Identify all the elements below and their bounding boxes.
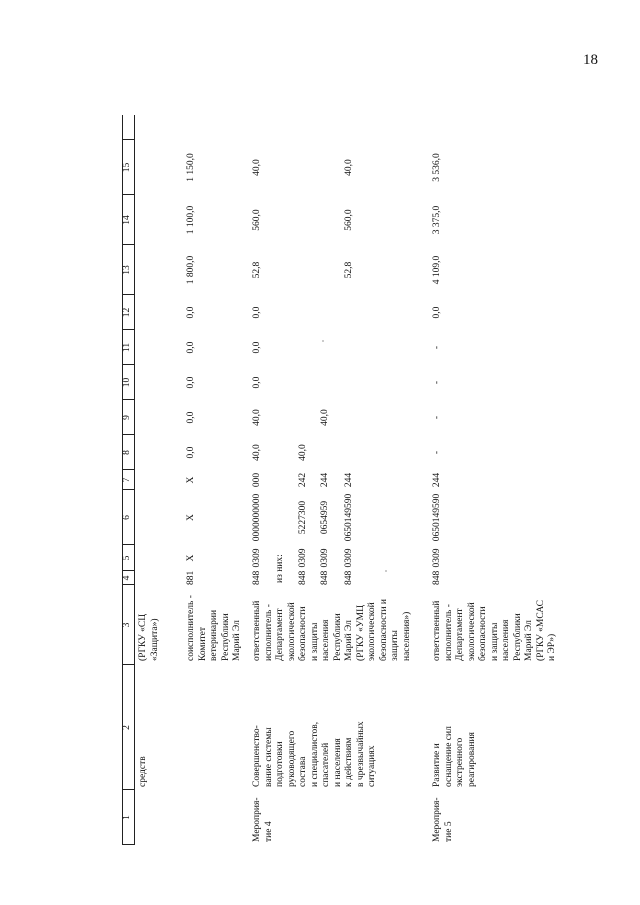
cell-value: 52,8 [344, 261, 354, 279]
cell-value: 1 150,0 [186, 153, 196, 182]
cell-rzpr: X [186, 554, 196, 562]
col-header: 13 [122, 265, 132, 275]
cell-value: 0,0 [186, 306, 196, 319]
cell-value: 0,0 [186, 341, 196, 354]
cell-name: Развитие и оснащение сил экстренного реагирования [432, 726, 477, 787]
cell-csr: X [186, 514, 196, 521]
col-header: 14 [122, 215, 132, 225]
cell-value: - [432, 415, 442, 420]
cell-event-number: Мероприя- тие 4 [252, 797, 274, 842]
cell-csr: 0650149590 [344, 493, 354, 542]
cell-grbs: 881 [186, 570, 196, 585]
cell-event-number: Мероприя- тие 5 [432, 797, 454, 842]
cell-csr: 0654959 [320, 500, 330, 535]
cell-value: 560,0 [344, 209, 354, 231]
cell-value: 40,0 [320, 409, 330, 426]
cell-rzpr: 0309 [344, 548, 354, 568]
col-header: 11 [122, 342, 132, 353]
cell-value: - [432, 345, 442, 350]
cell-value: 3 375,0 [432, 205, 442, 235]
budget-table [122, 115, 640, 845]
col-header: 6 [122, 515, 132, 520]
cell-value: 560,0 [252, 209, 262, 231]
cell-executor: ответственный исполнитель - Департамент экологической безопасности и защиты населения Республики Марий Эл (РГКУ «УМЦ экологической безопасности и защиты населения») [252, 599, 412, 661]
cell-rzpr: 0309 [252, 548, 262, 568]
cell-value: 0,0 [186, 376, 196, 389]
col-header: 2 [122, 725, 132, 730]
cell-name: средств [138, 756, 148, 787]
col-header: 5 [122, 555, 132, 561]
cell-csr: 0650149590 [432, 493, 442, 542]
cell-value: 0,0 [252, 341, 262, 354]
cell-executor: ответственный исполнитель - Департамент экологической безопасности и защиты населения Республики Марий Эл (РГКУ «МСАС и ЭР») [432, 600, 557, 661]
cell-of-them: из них: [275, 554, 285, 583]
scan-speck [385, 570, 387, 572]
cell-value: 0,0 [432, 306, 442, 319]
cell-vr: X [186, 476, 196, 484]
header-bottom-border [134, 115, 135, 845]
col-header: 8 [122, 450, 132, 455]
cell-value: - [432, 380, 442, 385]
cell-executor: соисполнитель - Комитет ветеринарии Республики Марий Эл [186, 595, 242, 661]
cell-rzpr: 0309 [432, 548, 442, 568]
cell-vr: 244 [344, 472, 354, 488]
col-header: 3 [122, 622, 132, 628]
cell-vr: 000 [252, 472, 262, 488]
cell-value: 0,0 [252, 376, 262, 389]
cell-value: 40,0 [252, 159, 262, 176]
cell-grbs: 848 [432, 570, 442, 585]
cell-value: 40,0 [344, 159, 354, 176]
col-header: 12 [122, 307, 132, 318]
cell-value: 3 536,0 [432, 153, 442, 182]
cell-rzpr: 0309 [320, 548, 330, 568]
cell-value: 0,0 [252, 306, 262, 319]
cell-grbs: 848 [298, 570, 308, 585]
cell-grbs: 848 [320, 570, 330, 585]
col-header: 7 [122, 477, 132, 483]
cell-value: 0,0 [186, 446, 196, 459]
cell-vr: 242 [298, 472, 308, 488]
cell-value: 4 109,0 [432, 255, 442, 285]
scan-speck [322, 340, 324, 342]
cell-value: 40,0 [252, 444, 262, 461]
cell-value: - [432, 450, 442, 455]
col-header: 4 [122, 575, 132, 581]
cell-executor: (РГКУ «СЦ «Защита») [138, 613, 160, 661]
col-header: 15 [122, 162, 132, 173]
col-header: 9 [122, 415, 132, 420]
cell-vr: 244 [320, 472, 330, 488]
page-number: 18 [583, 52, 598, 68]
cell-value: 0,0 [186, 411, 196, 424]
cell-csr: 5227300 [298, 500, 308, 535]
cell-value: 52,8 [252, 261, 262, 279]
cell-value: 1 100,0 [186, 205, 196, 235]
cell-grbs: 848 [252, 570, 262, 585]
col-header: 10 [122, 377, 132, 388]
cell-value: 1 800,0 [186, 255, 196, 285]
cell-grbs: 848 [344, 570, 354, 585]
cell-csr: 0000000000 [252, 493, 262, 542]
cell-name: Совершенство- вание системы подготовки руководящего состава и специалистов, спасателей и населения к действиям в чрезвычайных ситуациях [252, 721, 377, 787]
col-header: 1 [122, 815, 132, 820]
cell-vr: 244 [432, 472, 442, 488]
cell-value: 40,0 [298, 444, 308, 461]
cell-rzpr: 0309 [298, 548, 308, 568]
cell-value: 40,0 [252, 409, 262, 426]
